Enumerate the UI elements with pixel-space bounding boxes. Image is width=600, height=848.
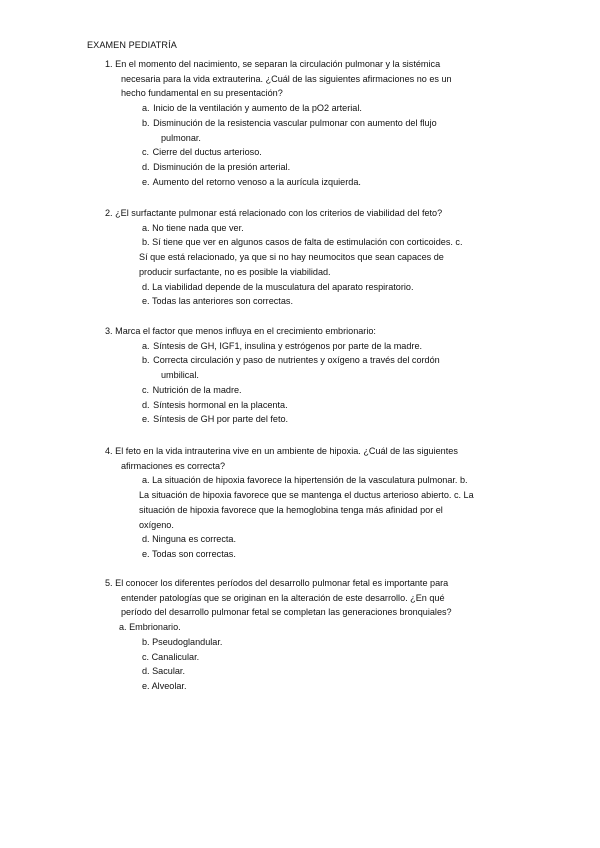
option-letter: e.: [142, 414, 150, 425]
option-letter: c.: [142, 147, 150, 158]
question-stem-line: necesaria para la vida extrauterina. ¿Cuál de las siguientes afirmaciones no es un: [121, 73, 452, 84]
question-5: [105, 576, 525, 694]
question-number: 2.: [105, 208, 113, 218]
question-5-stem: [105, 576, 525, 620]
option-text: Síntesis de GH por parte del feto.: [153, 414, 289, 425]
question-stem-line: 4. El feto en la vida intrauterina vive en un ambiente de hipoxia. ¿Cuál de las siguientes: [105, 444, 525, 459]
option-text: Aumento del retorno venoso a la aurícula izquierda.: [152, 176, 361, 187]
option-b: [105, 116, 525, 131]
question-4-stem: [105, 444, 525, 473]
option-d: [105, 398, 525, 413]
option-line: d. La viabilidad depende de la musculatura del aparato respiratorio.: [142, 281, 414, 292]
option-letter: a.: [142, 103, 150, 114]
question-1-stem: [105, 57, 525, 101]
question-stem-line: período del desarrollo pulmonar fetal se completan las generaciones bronquiales?: [121, 607, 452, 618]
option-e: [105, 412, 525, 427]
question-number: 4.: [105, 446, 113, 456]
option-line: producir surfactante, no es posible la viabilidad.: [139, 266, 331, 277]
option-line: a. La situación de hipoxia favorece la hipertensión de la vasculatura pulmonar. b.: [142, 475, 468, 486]
option-text: Disminución de la resistencia vascular pulmonar con aumento del flujo: [153, 117, 437, 128]
question-3-options: [105, 339, 525, 427]
option-line: b. Sí tiene que ver en algunos casos de falta de estimulación con corticoides. c.: [142, 237, 463, 248]
option-letter: a.: [142, 340, 150, 351]
option-text: Síntesis hormonal en la placenta.: [153, 399, 288, 410]
option-text: Disminución de la presión arterial.: [153, 161, 291, 172]
option-line: La situación de hipoxia favorece que se mantenga el ductus arterioso abierto. c. La: [139, 490, 474, 501]
option-c: [105, 383, 525, 398]
option-text-continued: umbilical.: [161, 370, 199, 381]
question-number: 3.: [105, 326, 113, 336]
question-2-options: [105, 221, 525, 309]
option-letter: b.: [142, 117, 150, 128]
document-title: EXAMEN PEDIATRÍA: [87, 40, 177, 50]
option-line: a. No tiene nada que ver.: [142, 222, 244, 233]
question-stem-line: afirmaciones es correcta?: [121, 460, 226, 471]
option-letter: e.: [142, 176, 150, 187]
option-a: [105, 101, 525, 116]
question-4: [105, 444, 525, 562]
question-number: 5.: [105, 578, 113, 588]
option-text: Inicio de la ventilación y aumento de la pO2 arterial.: [153, 103, 362, 114]
option-line: c. Canalicular.: [142, 651, 200, 662]
option-line: a. Embrionario.: [119, 622, 181, 633]
option-line: situación de hipoxia favorece que la hemoglobina tenga más afinidad por el: [139, 504, 443, 515]
question-1-options: [105, 101, 525, 189]
question-stem-line: entender patologías que se originan en la alteración de este desarrollo. ¿En qué: [121, 592, 445, 603]
question-number: 1.: [105, 59, 113, 69]
option-text-continued: pulmonar.: [161, 132, 201, 143]
option-line: e. Alveolar.: [142, 680, 187, 691]
question-3-stem: [105, 324, 525, 339]
option-c: [105, 145, 525, 160]
option-line: e. Todas las anteriores son correctas.: [142, 296, 293, 307]
question-3: [105, 324, 525, 427]
question-1: [105, 57, 525, 189]
question-stem-line: 3. Marca el factor que menos influya en el crecimiento embrionario:: [105, 324, 525, 339]
option-letter: c.: [142, 384, 150, 395]
question-stem-line: 5. El conocer los diferentes períodos del desarrollo pulmonar fetal es importante para: [105, 576, 525, 591]
option-text: Cierre del ductus arterioso.: [152, 147, 262, 158]
option-letter: b.: [142, 355, 150, 366]
question-2: [105, 206, 525, 309]
option-line: Sí que está relacionado, ya que si no hay neumocitos que sean capaces de: [139, 252, 444, 263]
option-text: Correcta circulación y paso de nutrientes y oxígeno a través del cordón: [153, 355, 440, 366]
option-line: b. Pseudoglandular.: [142, 636, 223, 647]
option-text: Nutrición de la madre.: [152, 384, 242, 395]
option-e: [105, 175, 525, 190]
question-4-options: [105, 473, 525, 561]
question-stem-line: 2. ¿El surfactante pulmonar está relacionado con los criterios de viabilidad del feto?: [105, 206, 525, 221]
option-d: [105, 160, 525, 175]
option-text: Síntesis de GH, IGF1, insulina y estrógenos por parte de la madre.: [153, 340, 423, 351]
option-line: e. Todas son correctas.: [142, 548, 236, 559]
question-stem-line: 1. En el momento del nacimiento, se separan la circulación pulmonar y la sistémica: [105, 57, 525, 72]
option-a: [105, 339, 525, 354]
question-stem-line: hecho fundamental en su presentación?: [121, 88, 283, 99]
option-letter: d.: [142, 399, 150, 410]
option-line: d. Ninguna es correcta.: [142, 534, 237, 545]
question-2-stem: [105, 206, 525, 221]
option-line: oxígeno.: [139, 519, 174, 530]
question-5-options: [105, 620, 525, 694]
option-b: [105, 353, 525, 368]
option-letter: d.: [142, 161, 150, 172]
option-line: d. Sacular.: [142, 666, 185, 677]
